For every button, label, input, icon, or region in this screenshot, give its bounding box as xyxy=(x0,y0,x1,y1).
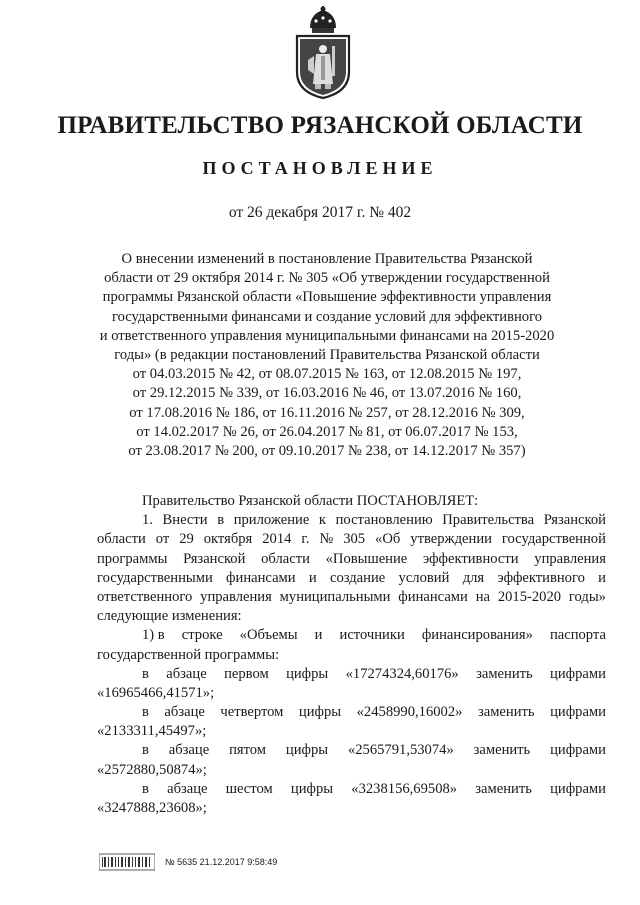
word: к xyxy=(318,512,326,529)
subject-line: годы» (в редакции постановлений Правительства Рязанской области xyxy=(114,347,540,364)
word: 2015-2020 xyxy=(497,588,562,605)
word: абзаце xyxy=(167,780,208,797)
word: в xyxy=(142,665,149,682)
word: и xyxy=(308,569,317,586)
item-1-line xyxy=(97,626,606,645)
amendment-1-line xyxy=(97,665,606,684)
word: «2565791,53074» xyxy=(347,742,454,759)
word: заменить xyxy=(477,704,535,721)
word: цифрами xyxy=(550,665,606,682)
subject-line: от 29.12.2015 № 339, от 16.03.2016 № 46, от 13.07.2016 № 160, xyxy=(132,385,522,402)
word: заменить xyxy=(473,742,531,759)
word: условий xyxy=(398,569,450,586)
subject-line: и ответственного управления муниципальными финансами на 2015-2020 xyxy=(99,327,555,344)
word: шестом xyxy=(225,780,273,797)
word: 305 xyxy=(343,531,366,548)
word: 1) в xyxy=(142,627,165,644)
subject-line: от 23.08.2017 № 200, от 09.10.2017 № 238, от 14.12.2017 № 357) xyxy=(128,443,526,460)
subject-line: области от 29 октября 2014 г. № 305 «Об утверждении государственной xyxy=(104,270,550,287)
word: и xyxy=(598,569,606,586)
amendment-3-value: «2572880,50874»; xyxy=(97,761,207,778)
paragraph-1-line xyxy=(97,530,606,549)
word: управления xyxy=(200,588,272,605)
document-date: от 26 декабря 2017 г. № 402 xyxy=(228,204,412,221)
word: для xyxy=(462,569,485,586)
word: цифры xyxy=(298,704,342,721)
word: «Об xyxy=(375,531,401,548)
word: программы xyxy=(97,550,168,567)
word: абзаце xyxy=(164,704,205,721)
document-type: ПОСТАНОВЛЕНИЕ xyxy=(202,158,438,178)
paragraph-1-line xyxy=(97,588,606,607)
subject-line: от 14.02.2017 № 26, от 26.04.2017 № 81, от 06.07.2017 № 153, xyxy=(136,423,518,440)
amendment-3-line xyxy=(97,741,606,760)
word: цифры xyxy=(286,665,329,682)
word: эффективного xyxy=(497,569,585,586)
word: финансами xyxy=(398,588,468,605)
word: Рязанской xyxy=(183,550,246,567)
subject-line: от 17.08.2016 № 186, от 16.11.2016 № 257, от 28.12.2016 № 309, xyxy=(129,404,525,421)
word: абзаце xyxy=(166,665,207,682)
word: первом xyxy=(224,665,269,682)
word: «2458990,16002» xyxy=(356,704,463,721)
registration-footer xyxy=(99,852,399,874)
word: в xyxy=(142,704,149,721)
word: Рязанской xyxy=(543,512,606,529)
word: цифрами xyxy=(550,742,606,759)
word: государственной xyxy=(501,531,606,548)
word: 2014 xyxy=(262,531,292,548)
paragraph-1-line xyxy=(97,511,606,530)
word: цифрами xyxy=(550,704,606,721)
word: октября xyxy=(203,531,253,548)
word: цифрами xyxy=(550,780,606,797)
word: Внести xyxy=(162,512,208,529)
paragraph-1-last-line: следующие изменения: xyxy=(97,608,242,625)
word: приложение xyxy=(233,512,310,529)
subject-line: программы Рязанской области «Повышение эффективности управления xyxy=(102,289,552,306)
amendment-1-value: «16965466,41571»; xyxy=(97,684,215,701)
word: строке xyxy=(181,627,223,644)
word: финансами xyxy=(226,569,296,586)
word: Правительства xyxy=(442,512,535,529)
word: 29 xyxy=(179,531,194,548)
word: в xyxy=(217,512,225,529)
subject-line: государственными финансами и создание условий для эффективного xyxy=(111,308,543,325)
word: «Объемы xyxy=(239,627,298,644)
word: ответственного xyxy=(97,588,193,605)
word: эффективности xyxy=(422,550,519,567)
barcode-icon xyxy=(99,852,155,872)
word: муниципальными xyxy=(279,588,391,605)
word: цифры xyxy=(290,780,334,797)
amendment-4-value: «3247888,23608»; xyxy=(97,800,207,816)
decree-line: Правительство Рязанской области ПОСТАНОВЛЯЕТ: xyxy=(142,493,479,509)
government-title: ПРАВИТЕЛЬСТВО РЯЗАНСКОЙ ОБЛАСТИ xyxy=(57,112,583,139)
word: утверждении xyxy=(410,531,492,548)
word: от xyxy=(155,531,170,548)
word: создание xyxy=(329,569,386,586)
word: в xyxy=(142,742,149,759)
word: четвертом xyxy=(220,704,284,721)
document-body xyxy=(97,492,606,818)
word: источники xyxy=(339,627,405,644)
item-1-last-line: государственной программы: xyxy=(97,646,280,663)
paragraph-1 xyxy=(97,511,606,607)
amendment-2-value: «2133311,45497»; xyxy=(97,723,207,740)
word: абзаце xyxy=(168,742,210,759)
word: государственными xyxy=(97,569,213,586)
word: годы» xyxy=(568,588,606,605)
word: в xyxy=(142,780,149,797)
word: цифры xyxy=(285,742,329,759)
word: 1. xyxy=(142,512,153,529)
word: «17274324,60176» xyxy=(345,665,459,682)
word: области xyxy=(97,531,146,548)
subject-line: О внесении изменений в постановление Правительства Рязанской xyxy=(121,251,533,267)
word: заменить xyxy=(476,665,533,682)
word: постановлению xyxy=(335,512,433,529)
subject-line: от 04.03.2015 № 42, от 08.07.2015 № 163, от 12.08.2015 № 197, xyxy=(132,366,522,383)
word: управления xyxy=(534,550,606,567)
amendment-2-line xyxy=(97,703,606,722)
document-subject xyxy=(96,250,558,461)
word: и xyxy=(314,627,323,644)
word: паспорта xyxy=(549,627,606,644)
word: заменить xyxy=(475,780,532,797)
registration-stamp: № 5635 21.12.2017 9:58:49 xyxy=(165,857,278,867)
word: финансирования» xyxy=(421,627,533,644)
paragraph-1-line xyxy=(97,569,606,588)
paragraph-1-line xyxy=(97,550,606,569)
word: № xyxy=(319,531,334,548)
word: «Повышение xyxy=(325,550,408,567)
word: пятом xyxy=(229,742,267,759)
amendment-4-line xyxy=(97,780,606,799)
word: на xyxy=(475,588,490,605)
word: г. xyxy=(301,531,310,548)
coat-of-arms-icon xyxy=(292,6,354,100)
word: «3238156,69508» xyxy=(351,780,458,797)
word: области xyxy=(261,550,310,567)
